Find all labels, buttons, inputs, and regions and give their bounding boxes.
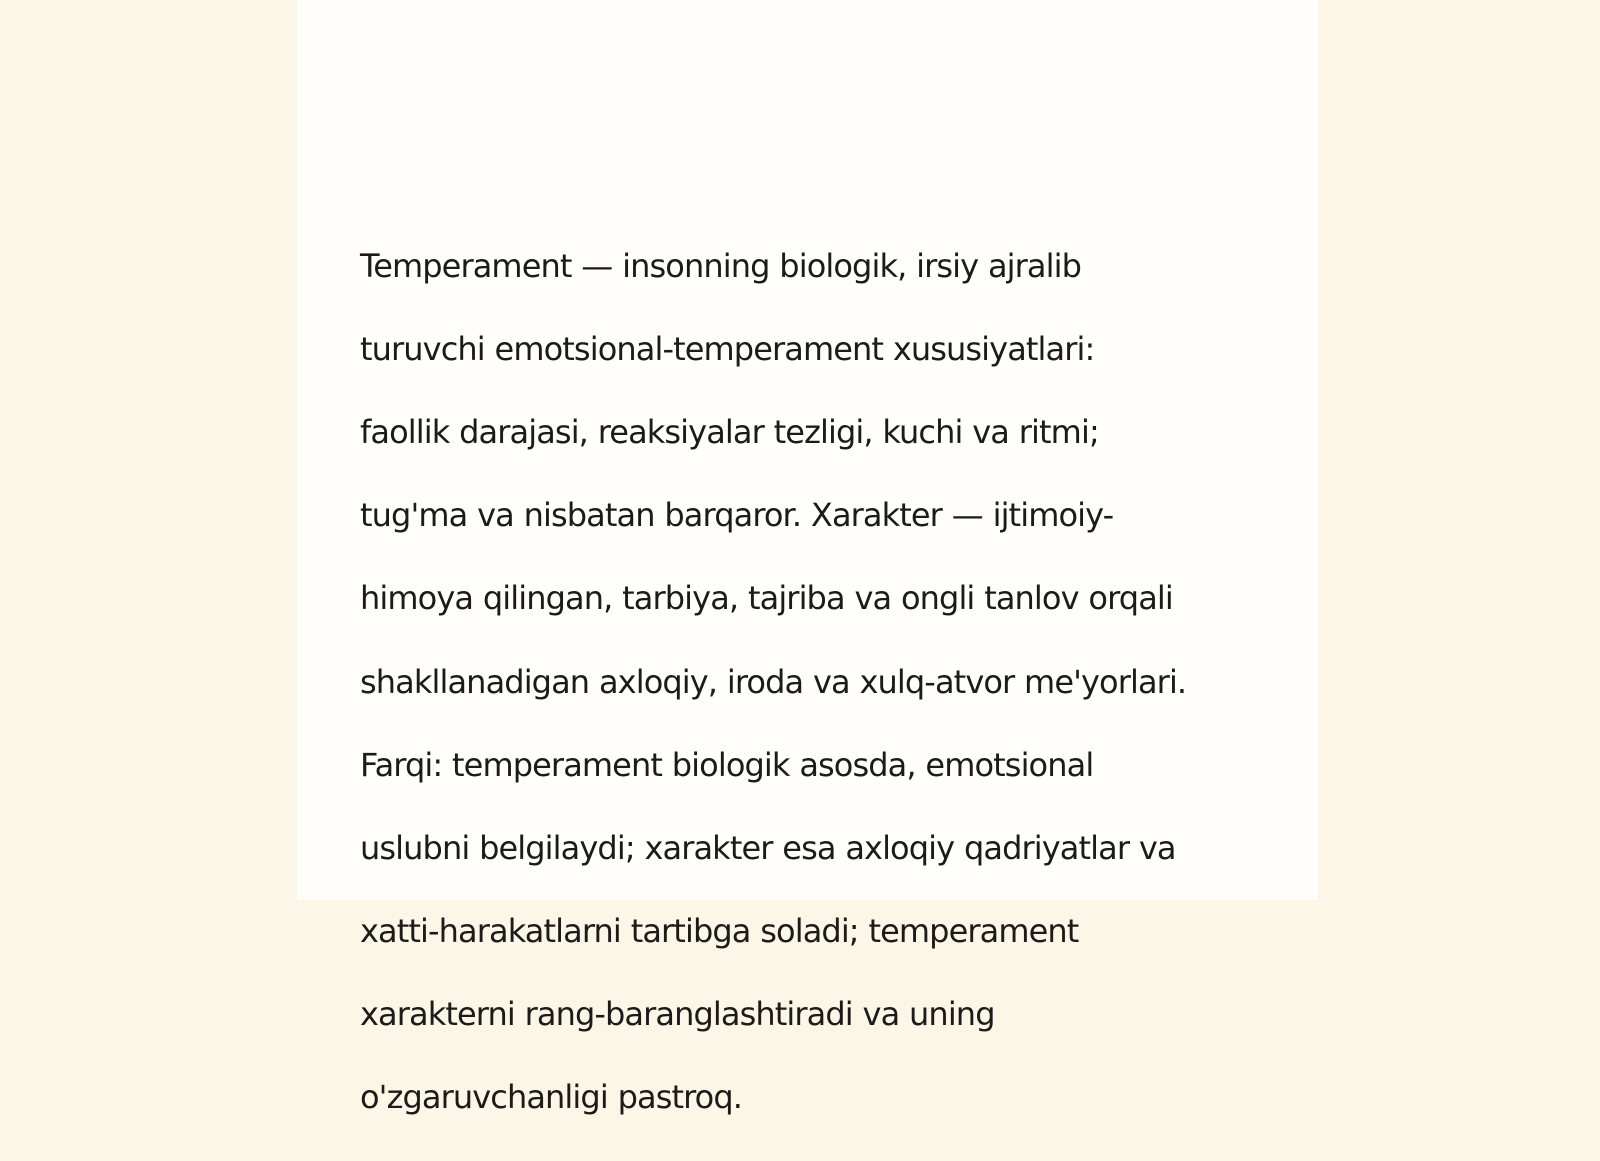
text-line: tug'ma va nisbatan barqaror. Xarakter — ijtimoiy- (360, 496, 1114, 535)
text-line: xarakterni rang-baranglashtiradi va uning (360, 995, 995, 1034)
text-line: shakllanadigan axloqiy, iroda va xulq-atvor me'yorlari. (360, 662, 1187, 701)
text-line: Temperament — insonning biologik, irsiy ajralib (360, 246, 1082, 285)
body-paragraph (360, 204, 1260, 1161)
document-page (297, 0, 1318, 1117)
text-line: faollik darajasi, reaksiyalar tezligi, kuchi va ritmi; (360, 412, 1099, 451)
text-line: o'zgaruvchanligi pastroq. (360, 1078, 743, 1117)
text-line: xatti-harakatlarni tartibga soladi; temperament (360, 912, 1079, 951)
text-line: himoya qilingan, tarbiya, tajriba va ongli tanlov orqali (360, 579, 1173, 618)
text-line: uslubni belgilaydi; xarakter esa axloqiy qadriyatlar va (360, 828, 1176, 867)
text-line: Farqi: temperament biologik asosda, emotsional (360, 745, 1094, 784)
text-line: turuvchi emotsional-temperament xususiyatlari: (360, 329, 1095, 368)
